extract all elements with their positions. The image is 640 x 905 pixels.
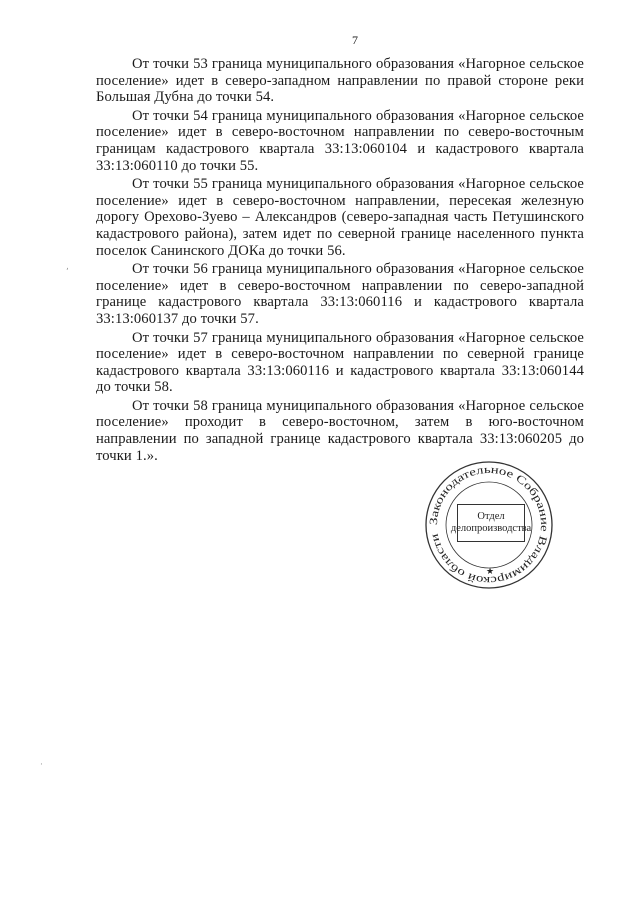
paragraph: От точки 57 граница муниципального образования «Нагорное сельское поселение» идет в северо-восточном направлении по северной границе кадастрового квартала 33:13:060116 и кадастрового квартала 33:13:060144 до точки 58. bbox=[96, 329, 584, 396]
stamp-ring-text: Законодательное Собрание Владимирской области bbox=[427, 463, 551, 587]
star-icon: ★ bbox=[486, 566, 495, 576]
scan-speck: , bbox=[66, 262, 69, 272]
office-stamp bbox=[424, 460, 554, 590]
document-body bbox=[96, 56, 584, 466]
paragraph: От точки 58 граница муниципального образования «Нагорное сельское поселение» проходит в северо-восточном, затем в юго-восточном направлении по западной границе кадастрового квартала 33:13:060205 до точки 1.». bbox=[96, 397, 584, 464]
stamp-inner-box bbox=[450, 504, 532, 542]
paragraph: От точки 56 граница муниципального образования «Нагорное сельское поселение» идет в северо-восточном направлении по северо-западной границе кадастрового квартала 33:13:060116 и кадастрового квартала 33:13:060137 до точки 57. bbox=[96, 261, 584, 327]
stamp-line-1: Отдел bbox=[477, 511, 505, 522]
paragraph: От точки 54 граница муниципального образования «Нагорное сельское поселение» идет в северо-восточном направлении по северо-восточным границам кадастрового квартала 33:13:060104 и кадастрового квартала 33:13:060110 до точки 55. bbox=[96, 107, 584, 174]
page-number: 7 bbox=[352, 33, 358, 47]
paragraph: От точки 55 граница муниципального образования «Нагорное сельское поселение» идет в северо-восточном направлении, пересекая железную дорогу Орехово-Зуево – Александров (северо-западная часть Петушинского кадастрового района), затем идет по северной границе населенного пункта поселок Санинского ДОКа до точки 56. bbox=[96, 176, 584, 259]
stamp-line-2: делопроизводства bbox=[450, 523, 532, 534]
paragraph: От точки 53 граница муниципального образования «Нагорное сельское поселение» идет в северо-западном направлении по правой стороне реки Большая Дубна до точки 54. bbox=[96, 56, 584, 106]
scan-speck: · bbox=[40, 760, 43, 770]
